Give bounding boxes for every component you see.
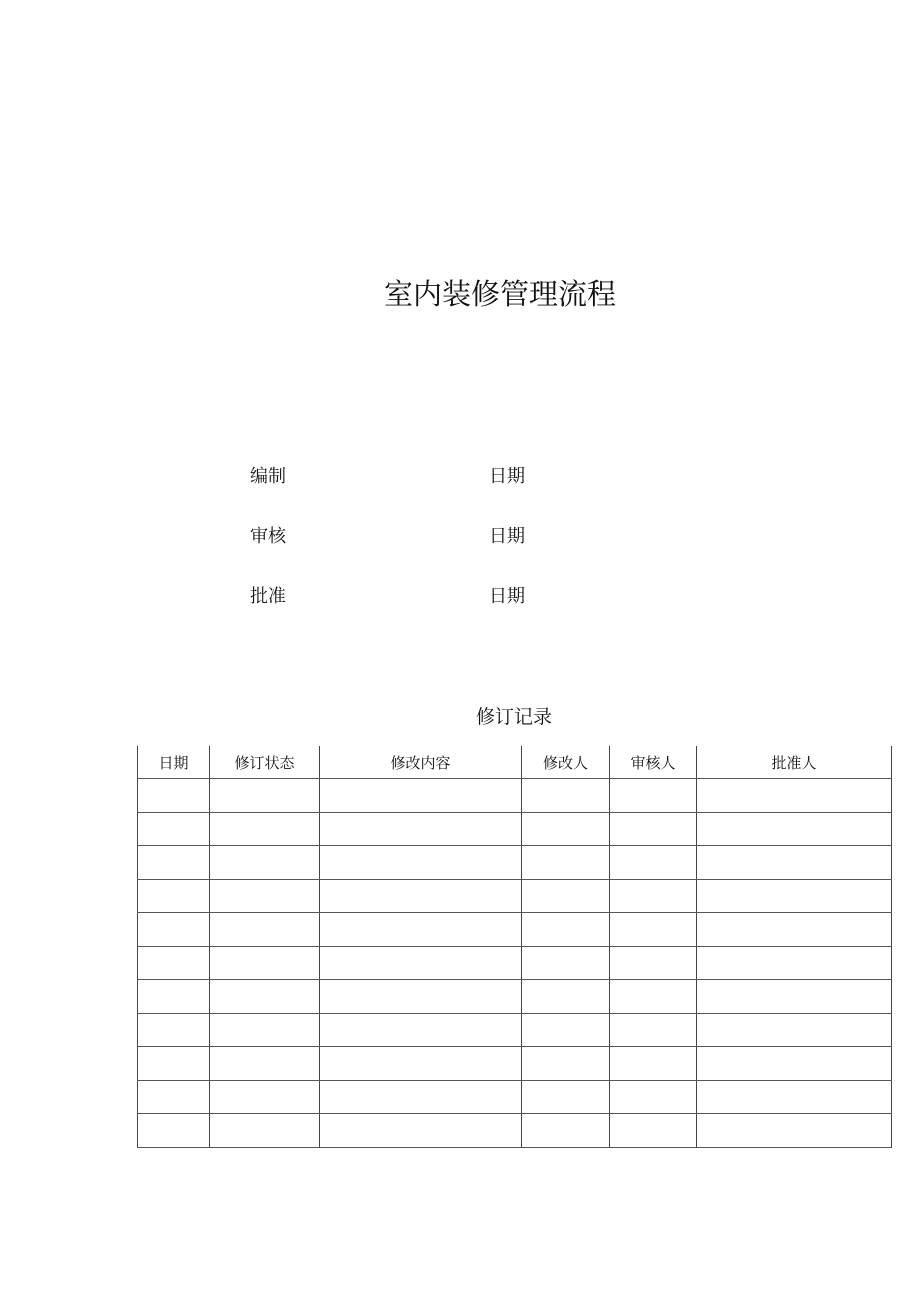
table-cell bbox=[210, 812, 320, 846]
table-cell bbox=[522, 913, 610, 947]
table-row bbox=[138, 879, 892, 913]
table-cell bbox=[697, 1013, 892, 1047]
compiled-date-label: 日期 bbox=[489, 466, 525, 487]
table-cell bbox=[522, 980, 610, 1014]
table-cell bbox=[210, 1047, 320, 1081]
table-row bbox=[138, 946, 892, 980]
table-cell bbox=[320, 980, 522, 1014]
table-cell bbox=[138, 779, 210, 813]
table-cell bbox=[138, 980, 210, 1014]
table-cell bbox=[320, 1047, 522, 1081]
table-row bbox=[138, 1114, 892, 1148]
approved-date-label: 日期 bbox=[489, 586, 525, 607]
header-reviewed-by: 审核人 bbox=[610, 746, 697, 779]
reviewed-by-label: 审核 bbox=[250, 526, 286, 547]
table-cell bbox=[320, 946, 522, 980]
table-cell bbox=[697, 812, 892, 846]
table-row bbox=[138, 980, 892, 1014]
table-cell bbox=[610, 1047, 697, 1081]
header-modified-by: 修改人 bbox=[522, 746, 610, 779]
table-cell bbox=[522, 1114, 610, 1148]
table-cell bbox=[138, 1047, 210, 1081]
table-cell bbox=[138, 812, 210, 846]
table-cell bbox=[610, 1013, 697, 1047]
table-cell bbox=[522, 812, 610, 846]
table-cell bbox=[522, 1080, 610, 1114]
table-row bbox=[138, 1080, 892, 1114]
revision-table-header-row bbox=[138, 746, 892, 779]
table-row bbox=[138, 913, 892, 947]
table-cell bbox=[138, 846, 210, 880]
table-cell bbox=[210, 913, 320, 947]
table-row bbox=[138, 779, 892, 813]
table-cell bbox=[697, 779, 892, 813]
table-cell bbox=[210, 946, 320, 980]
table-cell bbox=[210, 980, 320, 1014]
table-cell bbox=[320, 1013, 522, 1047]
table-cell bbox=[522, 946, 610, 980]
table-row bbox=[138, 812, 892, 846]
table-cell bbox=[697, 1114, 892, 1148]
table-cell bbox=[138, 1080, 210, 1114]
header-revision-status: 修订状态 bbox=[210, 746, 320, 779]
table-cell bbox=[138, 913, 210, 947]
table-cell bbox=[697, 1080, 892, 1114]
table-cell bbox=[610, 879, 697, 913]
compiled-by-label: 编制 bbox=[250, 466, 286, 487]
table-cell bbox=[610, 812, 697, 846]
revision-table-body bbox=[138, 779, 892, 1148]
table-cell bbox=[320, 1080, 522, 1114]
table-row bbox=[138, 846, 892, 880]
table-row bbox=[138, 1013, 892, 1047]
table-cell bbox=[320, 812, 522, 846]
table-cell bbox=[610, 980, 697, 1014]
table-cell bbox=[697, 846, 892, 880]
table-cell bbox=[320, 779, 522, 813]
document-title: 室内装修管理流程 bbox=[383, 277, 616, 311]
revision-table bbox=[137, 746, 892, 1148]
table-cell bbox=[522, 1047, 610, 1081]
reviewed-date-label: 日期 bbox=[489, 526, 525, 547]
table-cell bbox=[138, 946, 210, 980]
header-approved-by: 批准人 bbox=[697, 746, 892, 779]
table-cell bbox=[697, 1047, 892, 1081]
table-cell bbox=[610, 1114, 697, 1148]
table-cell bbox=[320, 913, 522, 947]
table-cell bbox=[210, 1013, 320, 1047]
table-row bbox=[138, 1047, 892, 1081]
revision-record-title: 修订记录 bbox=[475, 706, 552, 728]
table-cell bbox=[522, 879, 610, 913]
table-cell bbox=[522, 1013, 610, 1047]
table-cell bbox=[610, 913, 697, 947]
approved-by-label: 批准 bbox=[250, 586, 286, 607]
table-cell bbox=[210, 846, 320, 880]
table-cell bbox=[522, 779, 610, 813]
table-cell bbox=[610, 846, 697, 880]
table-cell bbox=[210, 1114, 320, 1148]
table-cell bbox=[697, 980, 892, 1014]
table-cell bbox=[210, 1080, 320, 1114]
header-date: 日期 bbox=[138, 746, 210, 779]
header-change-content: 修改内容 bbox=[320, 746, 522, 779]
table-cell bbox=[697, 913, 892, 947]
table-cell bbox=[610, 779, 697, 813]
table-cell bbox=[610, 1080, 697, 1114]
table-cell bbox=[610, 946, 697, 980]
table-cell bbox=[697, 879, 892, 913]
table-cell bbox=[138, 1013, 210, 1047]
table-cell bbox=[320, 1114, 522, 1148]
table-cell bbox=[320, 879, 522, 913]
table-cell bbox=[697, 946, 892, 980]
table-cell bbox=[138, 1114, 210, 1148]
table-cell bbox=[210, 779, 320, 813]
table-cell bbox=[522, 846, 610, 880]
table-cell bbox=[210, 879, 320, 913]
table-cell bbox=[138, 879, 210, 913]
table-cell bbox=[320, 846, 522, 880]
